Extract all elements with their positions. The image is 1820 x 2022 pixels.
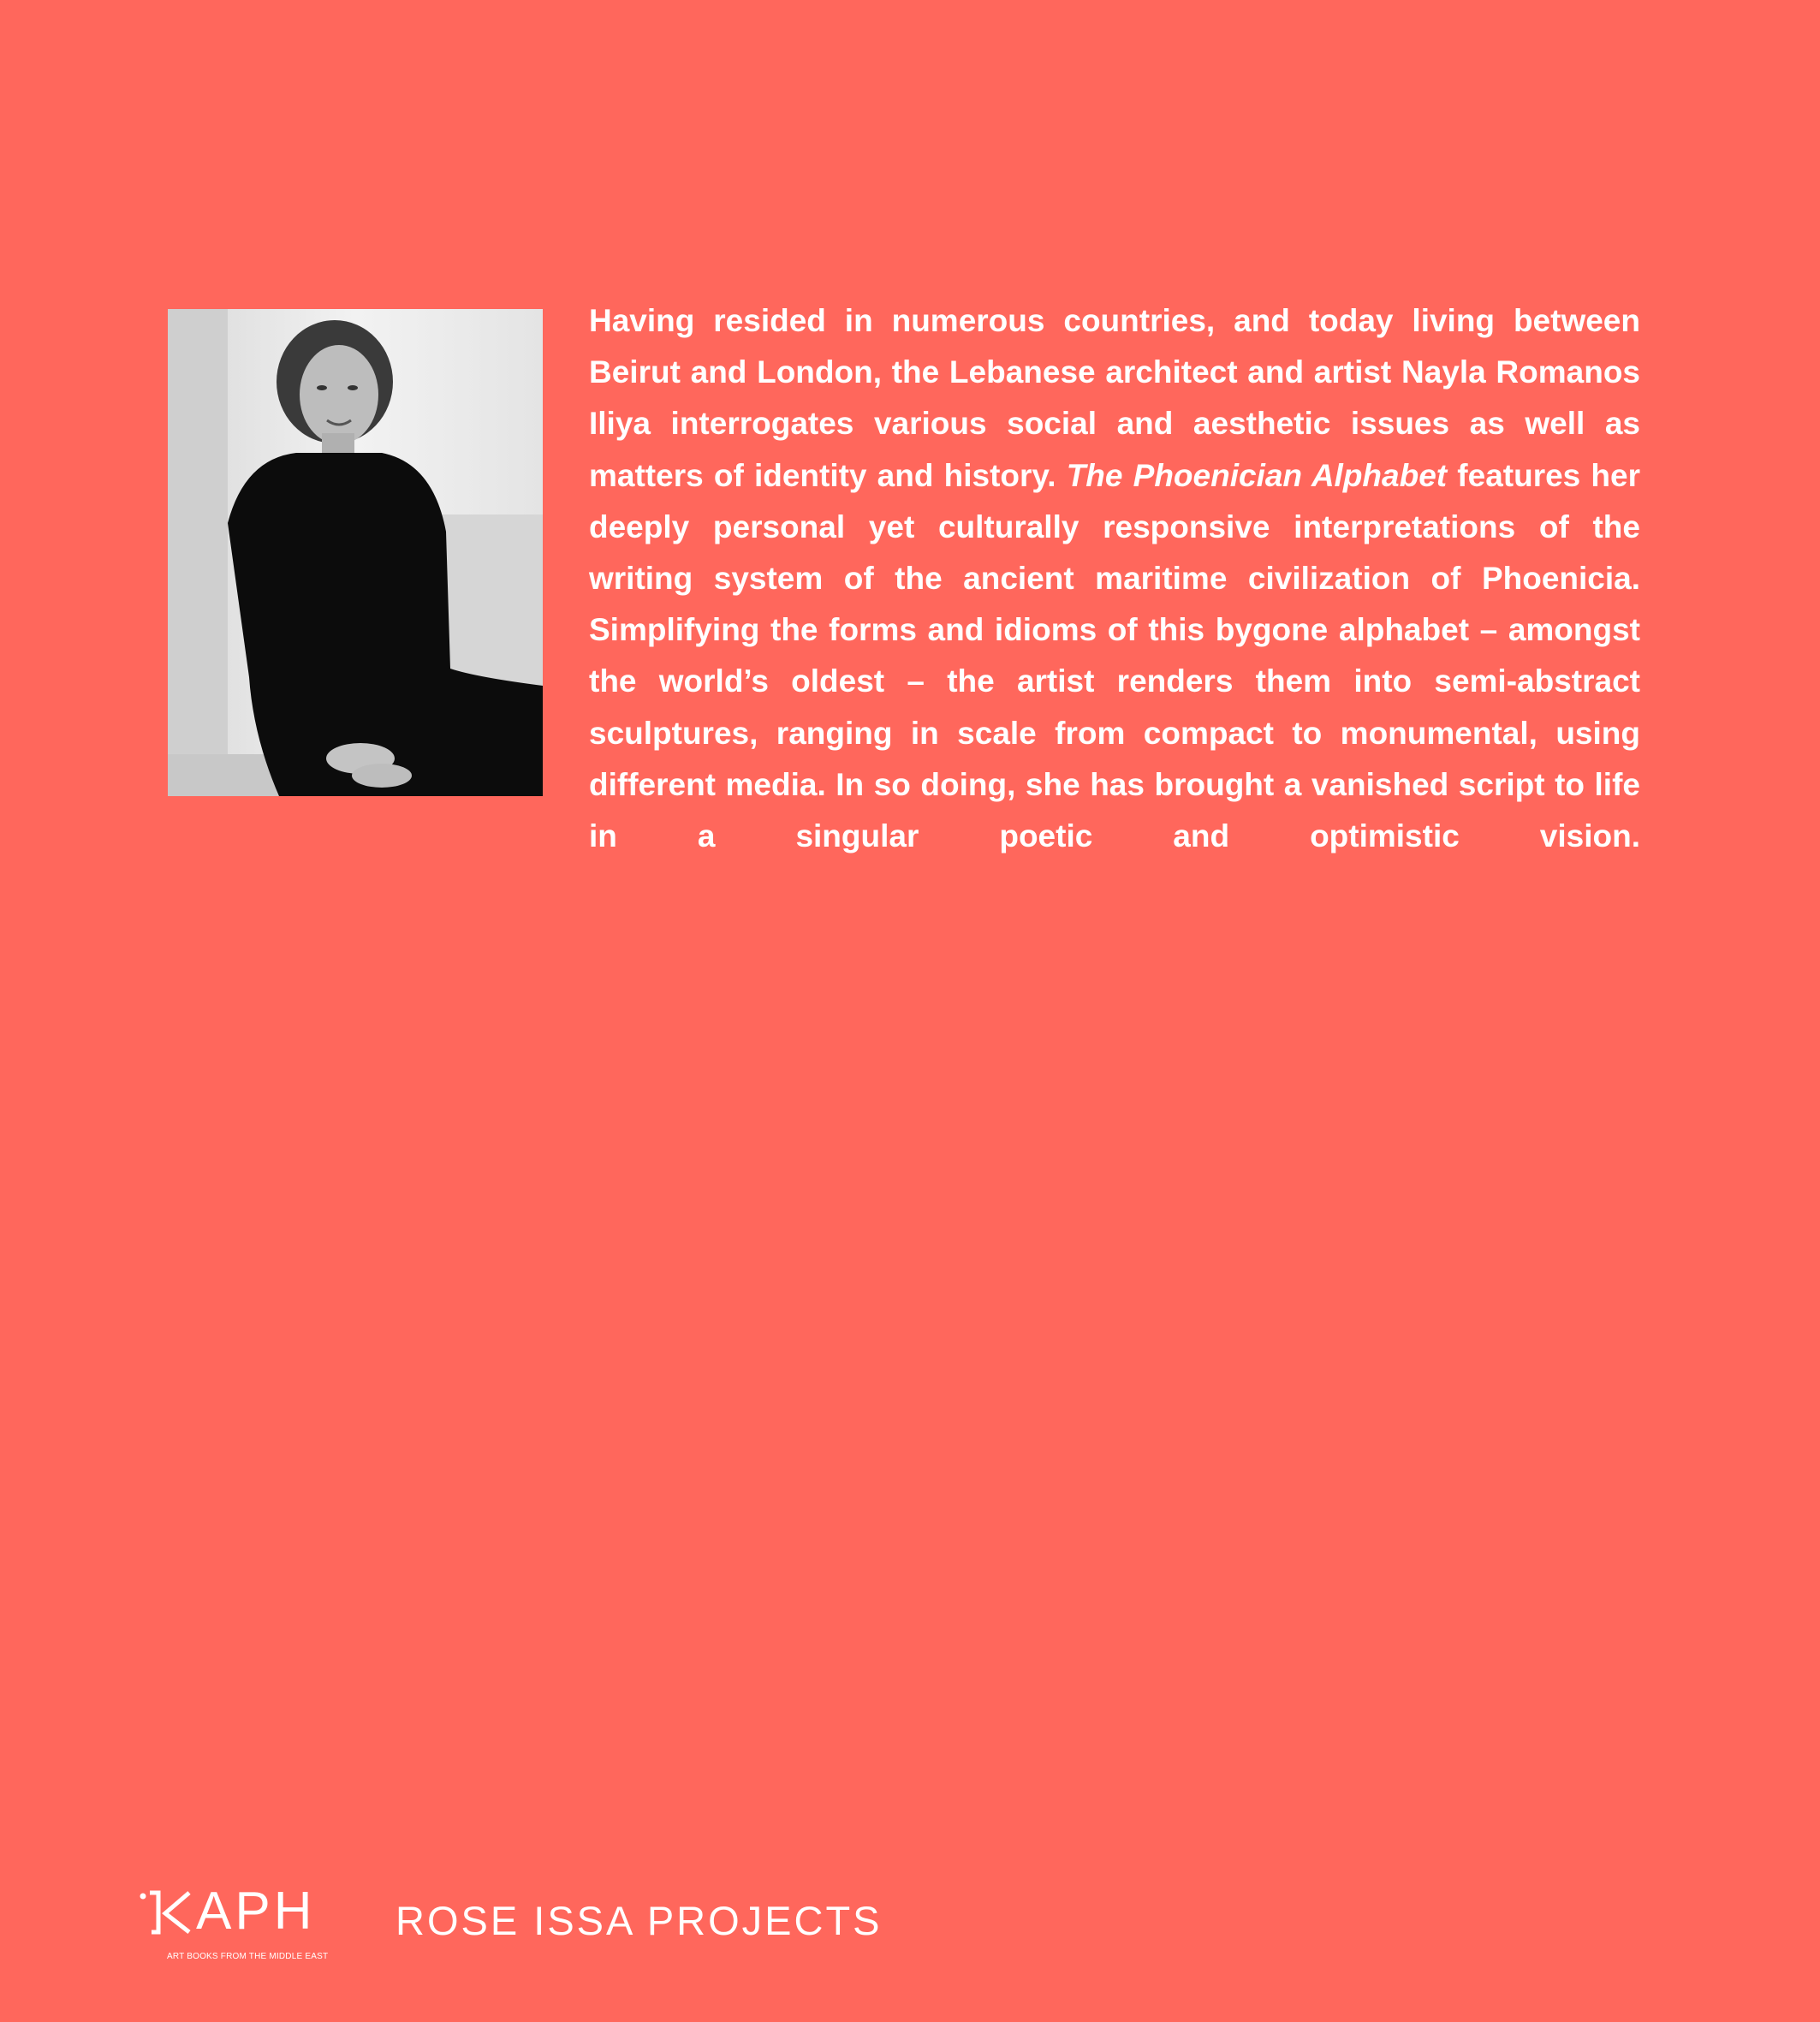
bio-intro: Having resided in numerous countries, and today living between Beirut and London, the Lebanese architect and artist Nayla Romanos Iliya interrogates various social and aesthetic issues as well as matters of identity and history. <box>589 303 1640 493</box>
book-title: The Phoenician Alphabet <box>1066 457 1448 493</box>
portrait-image <box>168 309 543 796</box>
artist-bio <box>589 295 1640 862</box>
kaph-logo <box>140 1882 345 1965</box>
kaph-mark-icon <box>140 1888 193 1936</box>
bio-rest: features her deeply personal yet culturally responsive interpretations of the writing system of the ancient maritime civilization of Phoenicia. Simplifying the forms and idioms of this bygone alphabet – amongst the world’s oldest – the artist renders them into semi-abstract sculptures, ranging in scale from compact to monumental, using different media. In so doing, she has brought a vanished script to life in a singular poetic and optimistic vision. <box>589 457 1641 854</box>
kaph-wordmark: APH <box>196 1882 316 1941</box>
publisher-name: ROSE ISSA PROJECTS <box>396 1898 883 1943</box>
artist-portrait <box>168 309 543 796</box>
kaph-tagline: ART BOOKS FROM THE MIDDLE EAST <box>167 1952 329 1961</box>
